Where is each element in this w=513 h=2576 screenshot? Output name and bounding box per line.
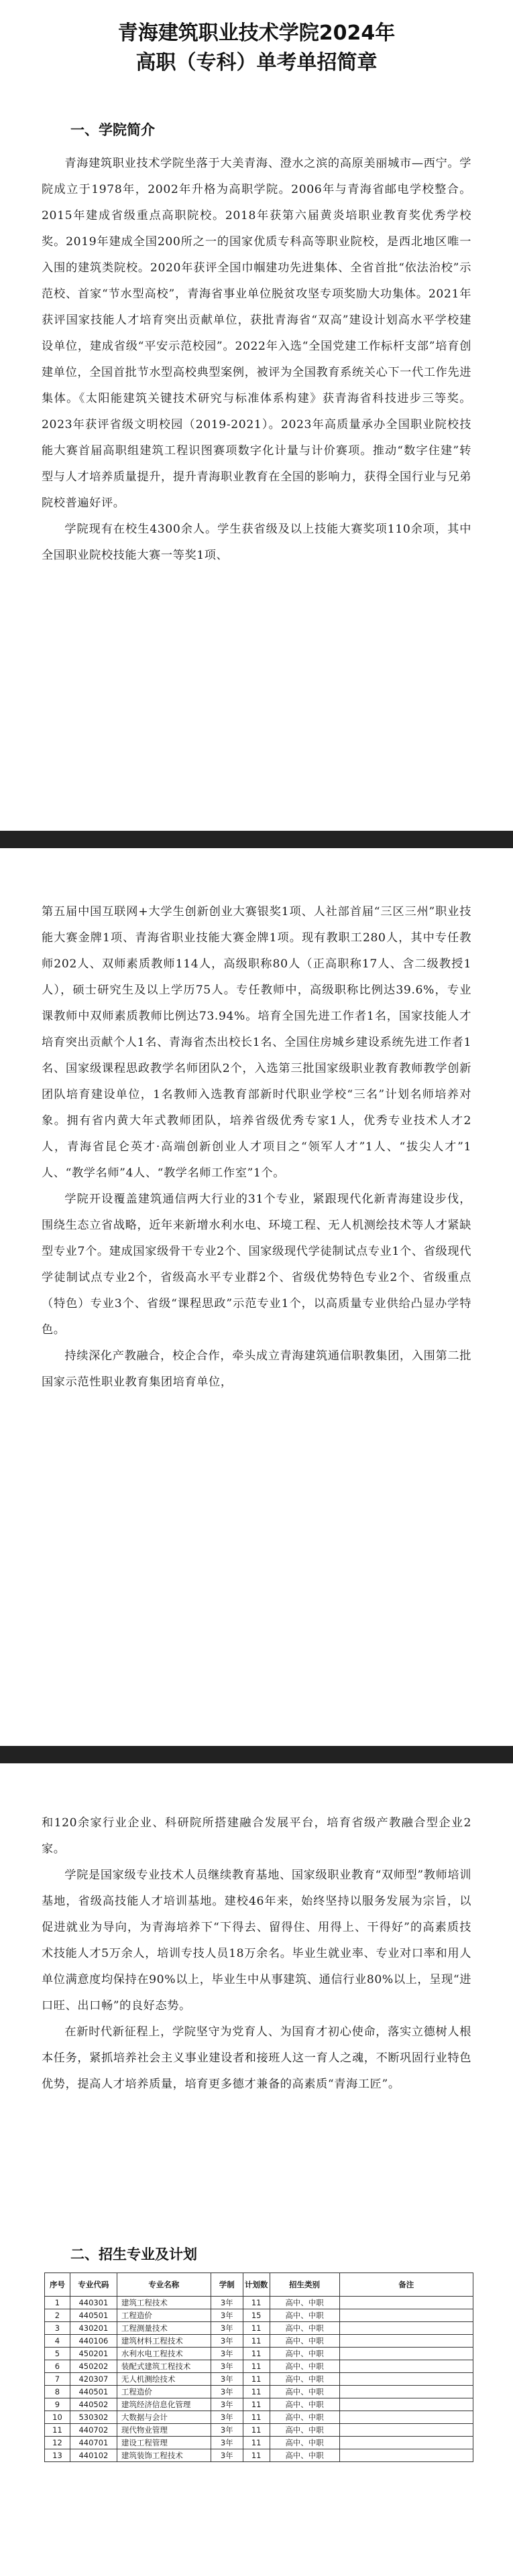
- table-row: [45, 2373, 473, 2386]
- table-header-cell: 学制: [211, 2273, 243, 2297]
- table-row: [45, 2424, 473, 2437]
- paragraph-industry-start: 持续深化产教融合，校企合作，牵头成立青海建筑通信职教集团，入围第二批国家示范性职业教育集团培育单位，: [42, 1349, 471, 1389]
- table-cell: 高中、中职: [270, 2398, 339, 2411]
- table-cell: 高中、中职: [270, 2309, 339, 2322]
- table-row: [45, 2449, 473, 2462]
- table-cell: [339, 2373, 473, 2386]
- table-cell: 15: [243, 2309, 270, 2322]
- table-header-cell: 备注: [339, 2273, 473, 2297]
- table-cell: 440301: [70, 2297, 117, 2309]
- table-cell: 450201: [70, 2348, 117, 2360]
- table-cell: 工程造价: [117, 2309, 211, 2322]
- table-cell: 3年: [211, 2449, 243, 2462]
- table-cell: 440106: [70, 2335, 117, 2348]
- table-cell: 高中、中职: [270, 2373, 339, 2386]
- paragraph-faculty: 第五届中国互联网+大学生创新创业大赛银奖1项、人社部首届“三区三州”职业技能大赛金牌1项、青海省职业技能大赛金牌1项。现有教职工280人，其中专任教师202人、双师素质教师114人，高级职称80人（正高职称17人、含二级教授1人），硕士研究生及以上学历75人。专任教师中，高级职称比例达39.6%，专业课教师中双师素质教师比例达73.94%。培育全国先进工作者1名，国家技能人才培育突出贡献个人1名、青海省杰出校长1名、全国住房城乡建设系统先进工作者1名、国家级课程思政教学名师团队2个，入选第三批国家级职业教育教师教学创新团队培育建设单位，1名教师入选教育部新时代职业学校“三名”计划名师培养对象。拥有省内黄大年式教师团队，培养省级优秀专家1人，优秀专业技术人才2人，青海省昆仑英才·高端创新创业人才项目之“领军人才”1人、“拔尖人才”1人、“教学名师”4人、“教学名师工作室”1个。: [42, 905, 471, 1180]
- majors-table-header-row: [45, 2273, 473, 2297]
- table-cell: 12: [45, 2437, 70, 2449]
- table-cell: [339, 2335, 473, 2348]
- table-cell: 450202: [70, 2360, 117, 2373]
- table-cell: 工程测量技术: [117, 2322, 211, 2335]
- table-header-cell: 计划数: [243, 2273, 270, 2297]
- table-row: [45, 2360, 473, 2373]
- table-cell: 高中、中职: [270, 2322, 339, 2335]
- table-cell: 高中、中职: [270, 2437, 339, 2449]
- table-cell: 11: [243, 2411, 270, 2424]
- paragraph-training-base: 学院是国家级专业技术人员继续教育基地、国家级职业教育“双师型”教师培训基地，省级高技能人才培训基地。建校46年来，始终坚持以服务发展为宗旨，以促进就业为导向，为青海培养下“下得去、留得住、用得上、干得好”的高素质技术技能人才5万余人，培训专技人员18万余名。毕业生就业率、专业对口率和用人单位满意度均保持在90%以上，毕业生中从事建筑、通信行业80%以上，呈现“进口旺、出口畅”的良好态势。: [42, 1869, 471, 2013]
- table-cell: 11: [243, 2437, 270, 2449]
- table-cell: 440701: [70, 2437, 117, 2449]
- table-cell: 高中、中职: [270, 2335, 339, 2348]
- table-cell: [339, 2322, 473, 2335]
- table-row: [45, 2386, 473, 2398]
- paragraph-industry-cont: 和120余家行业企业、科研院所搭建融合发展平台，培育省级产教融合型企业2家。: [42, 1816, 471, 1856]
- table-cell: [339, 2309, 473, 2322]
- table-cell: 3年: [211, 2424, 243, 2437]
- table-cell: 3年: [211, 2309, 243, 2322]
- table-cell: 8: [45, 2386, 70, 2398]
- table-cell: 3年: [211, 2373, 243, 2386]
- table-cell: 4: [45, 2335, 70, 2348]
- paragraph-intro-history: 青海建筑职业技术学院坐落于大美青海、澄水之滨的高原美丽城市—西宁。学院成立于1978年，2002年升格为高职学院。2006年与青海省邮电学校整合。2015年建成省级重点高职院校。2018年获第六届黄炎培职业教育奖优秀学校奖。2019年建成全国200所之一的国家优质专科高等职业院校，是西北地区唯一入围的建筑类院校。2020年获评全国巾帼建功先进集体、全省首批“依法治校”示范校、首家“节水型高校”，青海省事业单位脱贫攻坚专项奖励大功集体。2021年获评国家技能人才培育突出贡献单位，获批青海省“双高”建设计划高水平学校建设单位，建成省级“平安示范校园”。2022年入选“全国党建工作标杆支部”培育创建单位，全国首批节水型高校典型案例，被评为全国教育系统关心下一代工作先进集体。《太阳能建筑关键技术研究与标准体系构建》获青海省科技进步三等奖。2023年获评省级文明校园（2019-2021）。2023年高质量承办全国职业院校技能大赛首届高职组建筑工程识图赛项数字化计量与计价赛项。推动“数字住建”转型与人才培养质量提升，提升青海职业教育在全国的影响力，获得全国行业与兄弟院校普遍好评。: [42, 157, 471, 510]
- document-title-line-1: 青海建筑职业技术学院2024年: [117, 21, 396, 45]
- table-cell: 11: [243, 2386, 270, 2398]
- table-cell: 现代物业管理: [117, 2424, 211, 2437]
- table-cell: 7: [45, 2373, 70, 2386]
- table-cell: 3年: [211, 2411, 243, 2424]
- table-cell: 3年: [211, 2386, 243, 2398]
- table-cell: 11: [243, 2297, 270, 2309]
- majors-table: [44, 2273, 473, 2462]
- table-header-cell: 序号: [45, 2273, 70, 2297]
- table-cell: 3年: [211, 2322, 243, 2335]
- table-cell: [339, 2449, 473, 2462]
- table-cell: 440501: [70, 2309, 117, 2322]
- table-cell: 高中、中职: [270, 2348, 339, 2360]
- table-cell: [339, 2360, 473, 2373]
- table-cell: [339, 2297, 473, 2309]
- table-cell: [339, 2398, 473, 2411]
- table-cell: 11: [243, 2360, 270, 2373]
- paragraph-mission: 在新时代新征程上，学院坚守为党育人、为国育才初心使命，落实立德树人根本任务，紧抓培养社会主义事业建设者和接班人这一育人之魂，不断巩固行业特色优势，提高人才培养质量，培育更多德才兼备的高素质“青海工匠”。: [42, 2025, 471, 2091]
- table-cell: 工程造价: [117, 2386, 211, 2398]
- table-header-cell: 专业代码: [70, 2273, 117, 2297]
- table-cell: [339, 2348, 473, 2360]
- table-cell: 440102: [70, 2449, 117, 2462]
- table-cell: 9: [45, 2398, 70, 2411]
- table-cell: 440501: [70, 2386, 117, 2398]
- table-cell: 高中、中职: [270, 2297, 339, 2309]
- table-cell: 440502: [70, 2398, 117, 2411]
- table-cell: 高中、中职: [270, 2424, 339, 2437]
- table-cell: 11: [243, 2322, 270, 2335]
- table-cell: 高中、中职: [270, 2449, 339, 2462]
- table-cell: [339, 2437, 473, 2449]
- table-cell: 440702: [70, 2424, 117, 2437]
- paragraph-students-start: 学院现有在校生4300余人。学生获省级及以上技能大赛奖项110余项，其中全国职业院校技能大赛一等奖1项、: [42, 523, 471, 562]
- table-cell: 建筑材料工程技术: [117, 2335, 211, 2348]
- table-cell: 3年: [211, 2360, 243, 2373]
- table-row: [45, 2309, 473, 2322]
- table-row: [45, 2411, 473, 2424]
- table-cell: 大数据与会计: [117, 2411, 211, 2424]
- page-1: [0, 0, 513, 831]
- table-cell: 3: [45, 2322, 70, 2335]
- table-row: [45, 2335, 473, 2348]
- section-heading-majors: 二、招生专业及计划: [70, 2246, 197, 2262]
- table-cell: 无人机测绘技术: [117, 2373, 211, 2386]
- table-cell: 10: [45, 2411, 70, 2424]
- table-cell: 420307: [70, 2373, 117, 2386]
- page-3: [0, 1763, 513, 2576]
- table-cell: [339, 2411, 473, 2424]
- section-heading-intro: 一、学院简介: [70, 122, 155, 138]
- table-row: [45, 2348, 473, 2360]
- table-row: [45, 2398, 473, 2411]
- table-cell: 430201: [70, 2322, 117, 2335]
- table-cell: 3年: [211, 2398, 243, 2411]
- table-cell: 3年: [211, 2335, 243, 2348]
- table-header-cell: 专业名称: [117, 2273, 211, 2297]
- table-cell: 3年: [211, 2437, 243, 2449]
- table-cell: 建筑工程技术: [117, 2297, 211, 2309]
- table-row: [45, 2437, 473, 2449]
- table-cell: 11: [45, 2424, 70, 2437]
- table-cell: [339, 2424, 473, 2437]
- table-cell: 建筑经济信息化管理: [117, 2398, 211, 2411]
- table-cell: 建筑装饰工程技术: [117, 2449, 211, 2462]
- table-cell: 11: [243, 2373, 270, 2386]
- table-cell: 高中、中职: [270, 2411, 339, 2424]
- table-cell: 530302: [70, 2411, 117, 2424]
- table-cell: 13: [45, 2449, 70, 2462]
- table-cell: 建设工程管理: [117, 2437, 211, 2449]
- table-cell: 高中、中职: [270, 2386, 339, 2398]
- table-cell: [339, 2386, 473, 2398]
- table-row: [45, 2322, 473, 2335]
- page-2: [0, 848, 513, 1746]
- table-cell: 6: [45, 2360, 70, 2373]
- table-cell: 11: [243, 2348, 270, 2360]
- table-row: [45, 2297, 473, 2309]
- page-divider: [0, 1746, 513, 1763]
- table-cell: 3年: [211, 2348, 243, 2360]
- table-cell: 11: [243, 2335, 270, 2348]
- table-cell: 装配式建筑工程技术: [117, 2360, 211, 2373]
- table-cell: 1: [45, 2297, 70, 2309]
- table-cell: 3年: [211, 2297, 243, 2309]
- table-cell: 水利水电工程技术: [117, 2348, 211, 2360]
- table-cell: 2: [45, 2309, 70, 2322]
- page-divider: [0, 831, 513, 848]
- document-title-line-2: 高职（专科）单考单招简章: [135, 51, 378, 74]
- table-cell: 11: [243, 2449, 270, 2462]
- table-header-cell: 招生类别: [270, 2273, 339, 2297]
- table-cell: 11: [243, 2398, 270, 2411]
- table-cell: 11: [243, 2424, 270, 2437]
- table-cell: 高中、中职: [270, 2360, 339, 2373]
- paragraph-majors: 学院开设覆盖建筑通信两大行业的31个专业，紧跟现代化新青海建设步伐，围绕生态立省战略，近年来新增水利水电、环境工程、无人机测绘技术等人才紧缺型专业7个。建成国家级骨干专业2个、国家级现代学徒制试点专业1个、省级现代学徒制试点专业2个，省级高水平专业群2个、省级优势特色专业2个、省级重点（特色）专业3个、省级“课程思政”示范专业1个，以高质量专业供给凸显办学特色。: [42, 1193, 471, 1337]
- table-cell: 5: [45, 2348, 70, 2360]
